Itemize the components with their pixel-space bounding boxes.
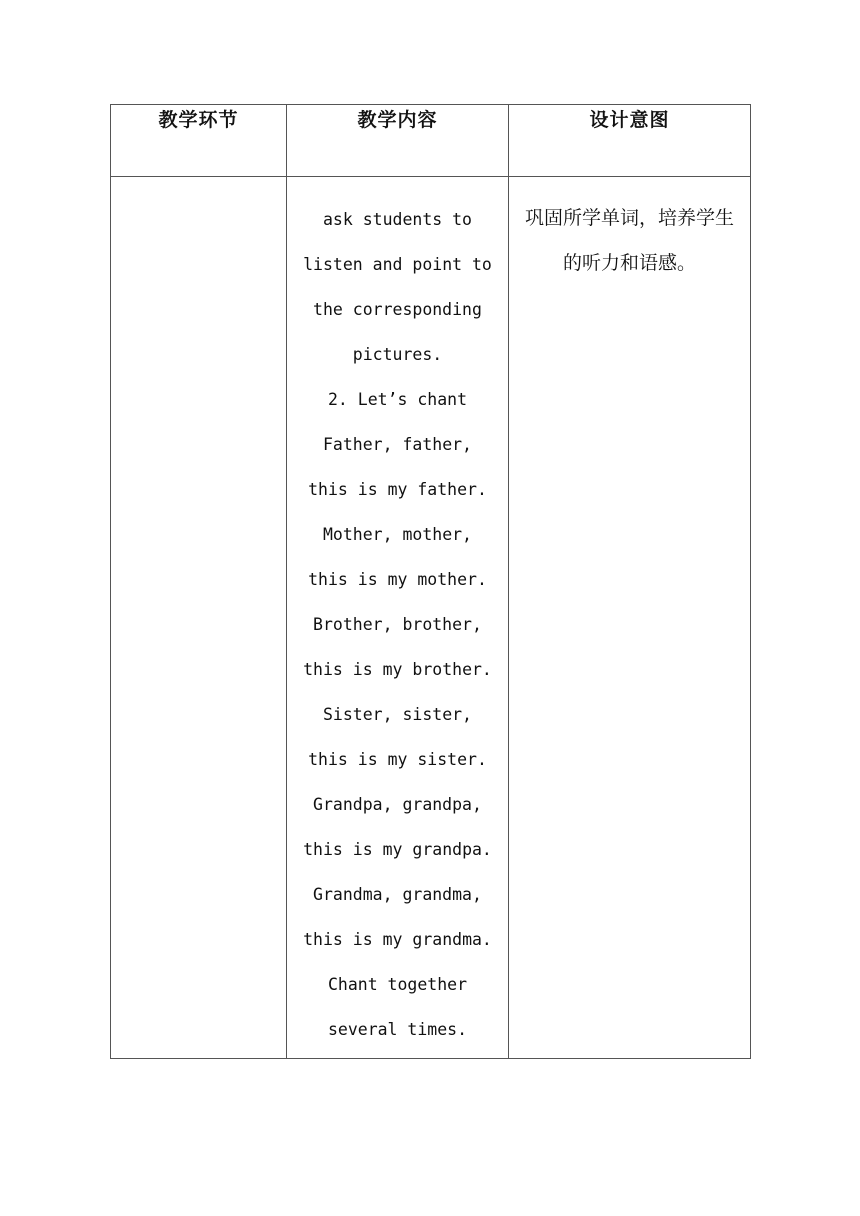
content-line: Grandma, grandma,: [313, 885, 482, 904]
table-row: [111, 177, 751, 1059]
content-line: the corresponding: [313, 300, 482, 319]
content-line: this is my father.: [308, 480, 487, 499]
content-line: Father, father,: [322, 435, 472, 454]
content-line: Brother, brother,: [313, 615, 482, 634]
design-intent-text: 巩固所学单词，培养学生的听力和语感。: [524, 207, 734, 274]
content-line: this is my sister.: [308, 750, 487, 769]
content-line: this is my brother.: [303, 660, 492, 679]
header-teaching-stage: 教学环节: [111, 105, 287, 177]
content-lines: [287, 177, 508, 1052]
content-line: ask students to: [322, 210, 472, 229]
cell-design-intent: [509, 177, 751, 1059]
content-line: listen and point to: [303, 255, 492, 274]
cell-teaching-stage: [111, 177, 287, 1059]
header-teaching-content: 教学内容: [287, 105, 509, 177]
content-line: 2. Let’s chant: [327, 390, 468, 409]
content-line: Sister, sister,: [322, 705, 472, 724]
content-line: Grandpa, grandpa,: [313, 795, 482, 814]
content-line: several times.: [327, 1020, 468, 1039]
content-line: this is my grandpa.: [303, 840, 492, 859]
cell-teaching-content: [287, 177, 509, 1059]
table-header-row: [111, 105, 751, 177]
content-line: Chant together: [327, 975, 468, 994]
lesson-plan-table: [110, 104, 751, 1059]
content-line: this is my mother.: [308, 570, 487, 589]
header-design-intent: 设计意图: [509, 105, 751, 177]
content-line: this is my grandma.: [303, 930, 492, 949]
content-line: pictures.: [352, 345, 443, 364]
content-line: Mother, mother,: [322, 525, 472, 544]
